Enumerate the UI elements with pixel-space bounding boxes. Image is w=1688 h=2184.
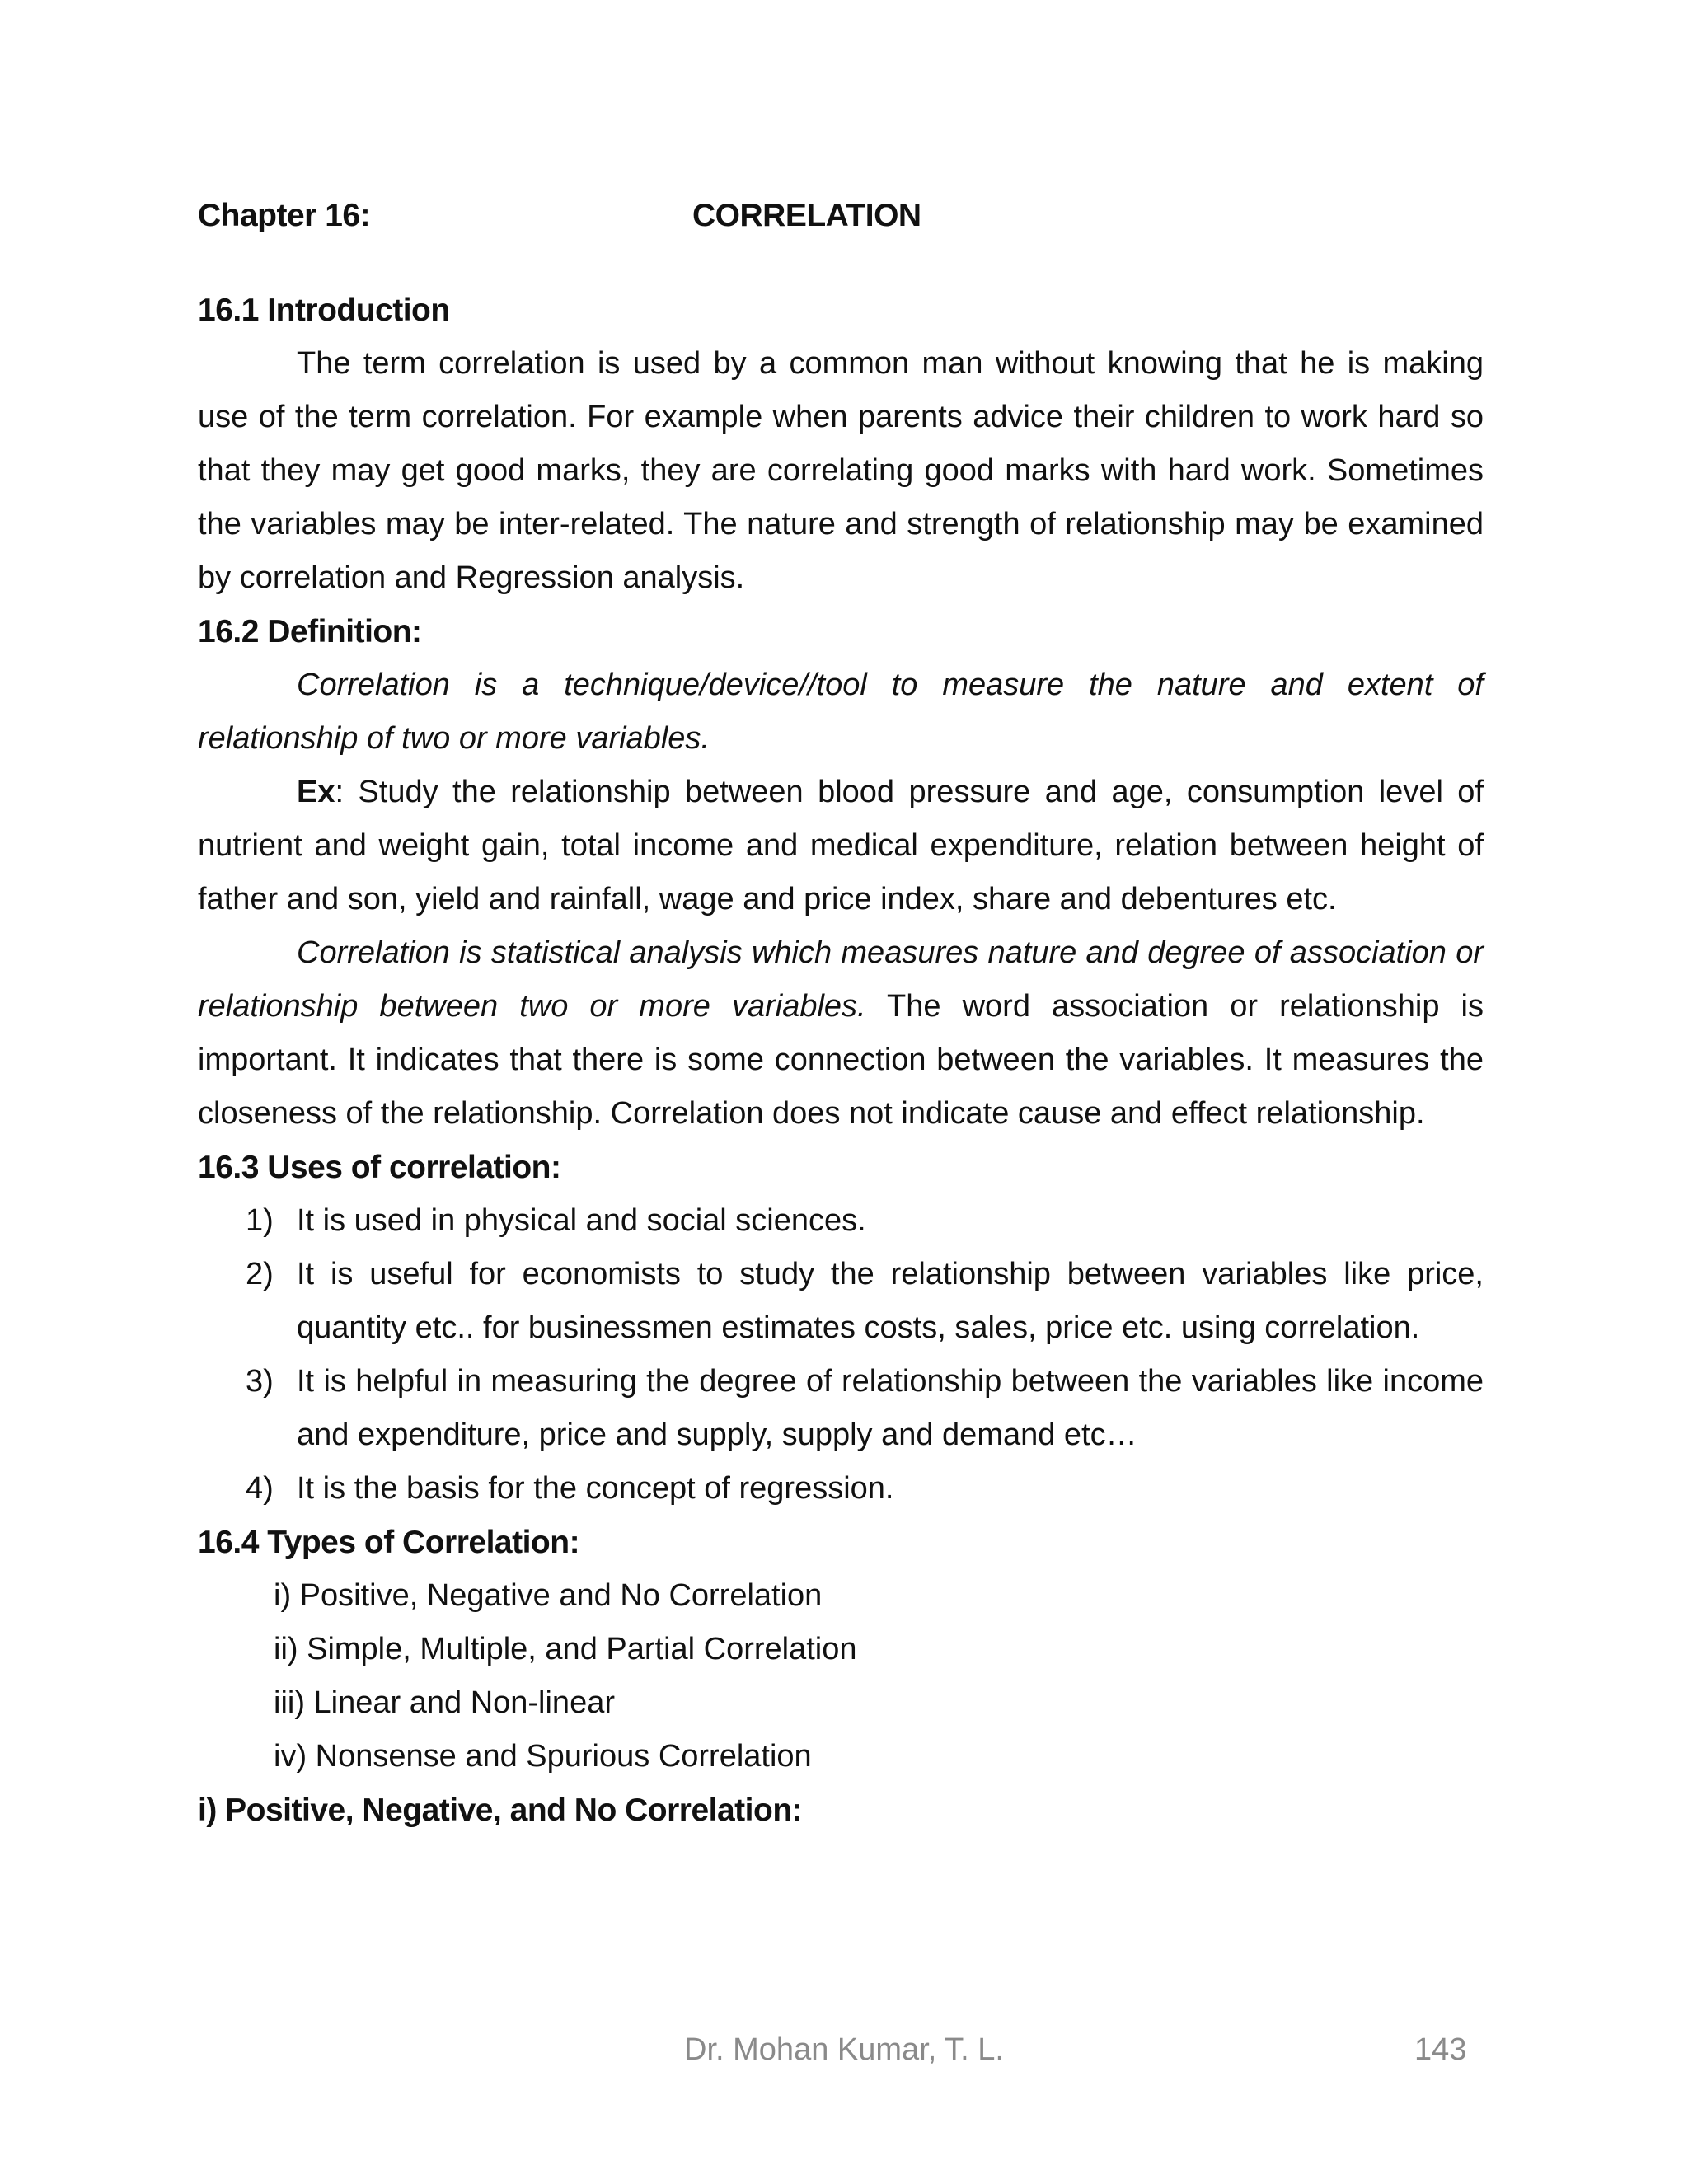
definition-heading: 16.2 Definition: [198, 614, 422, 649]
intro-paragraph: The term correlation is used by a common man without knowing that he is making use of the term correlation. For example when parents advice their children to work hard so that they may get good marks, they are correlating good marks with hard work. Sometimes the variables may be inter-related. The nature and strength of relationship may be examined by correlation and Regression analysis. [198, 346, 1484, 595]
example-text: : Study the relationship between blood pressure and age, consumption level of nutrient and weight gain, total income and medical expenditure, relation between height of father and son, yield and rainfall, wage and price index, share and debentures etc. [198, 775, 1484, 916]
list-item [198, 1248, 1484, 1355]
document-page [198, 198, 1484, 1837]
list-item-text: It is used in physical and social sciences. [297, 1203, 866, 1238]
definition2-paragraph [198, 926, 1484, 1141]
example-label: Ex [297, 775, 335, 809]
list-item [198, 1194, 1484, 1248]
uses-heading: 16.3 Uses of correlation: [198, 1150, 561, 1185]
types-item: i) Positive, Negative and No Correlation [274, 1578, 823, 1613]
uses-list [198, 1194, 1484, 1516]
definition2-italic: Correlation is statistical analysis which measures nature and degree of association or relationship between two or more variables. [198, 935, 1484, 1024]
list-item-number: 2) [246, 1257, 274, 1291]
list-item [198, 1355, 1484, 1462]
list-item-number: 3) [246, 1364, 274, 1399]
types-list [198, 1569, 1484, 1783]
subheading-positive-negative: i) Positive, Negative, and No Correlation: [198, 1793, 803, 1828]
list-item-text: It is helpful in measuring the degree of relationship between the variables like income and expenditure, price and supply, supply and demand etc… [297, 1364, 1484, 1452]
list-item-text: It is the basis for the concept of regression. [297, 1471, 894, 1506]
list-item-number: 4) [246, 1471, 274, 1506]
footer-author: Dr. Mohan Kumar, T. L. [684, 2032, 1004, 2067]
types-item: iii) Linear and Non-linear [274, 1685, 615, 1720]
chapter-label: Chapter 16: [198, 198, 371, 233]
chapter-header [198, 198, 1484, 247]
types-item: iv) Nonsense and Spurious Correlation [274, 1739, 812, 1774]
types-heading: 16.4 Types of Correlation: [198, 1525, 580, 1560]
list-item [198, 1462, 1484, 1516]
example-paragraph [198, 766, 1484, 926]
list-item-number: 1) [246, 1203, 274, 1238]
definition2-text: The word association or relationship is important. It indicates that there is some connection between the variables. It measures the closeness of the relationship. Correlation does not indicate cause and effect relationship. [198, 989, 1484, 1131]
types-item: ii) Simple, Multiple, and Partial Correlation [274, 1632, 857, 1666]
intro-heading: 16.1 Introduction [198, 293, 450, 328]
definition-paragraph: Correlation is a technique/device//tool to measure the nature and extent of relationship of two or more variables. [198, 668, 1484, 756]
page-number: 143 [1414, 2032, 1467, 2067]
list-item-text: It is useful for economists to study the relationship between variables like price, quantity etc.. for businessmen estimates costs, sales, price etc. using correlation. [297, 1257, 1484, 1345]
chapter-title: CORRELATION [692, 198, 921, 233]
